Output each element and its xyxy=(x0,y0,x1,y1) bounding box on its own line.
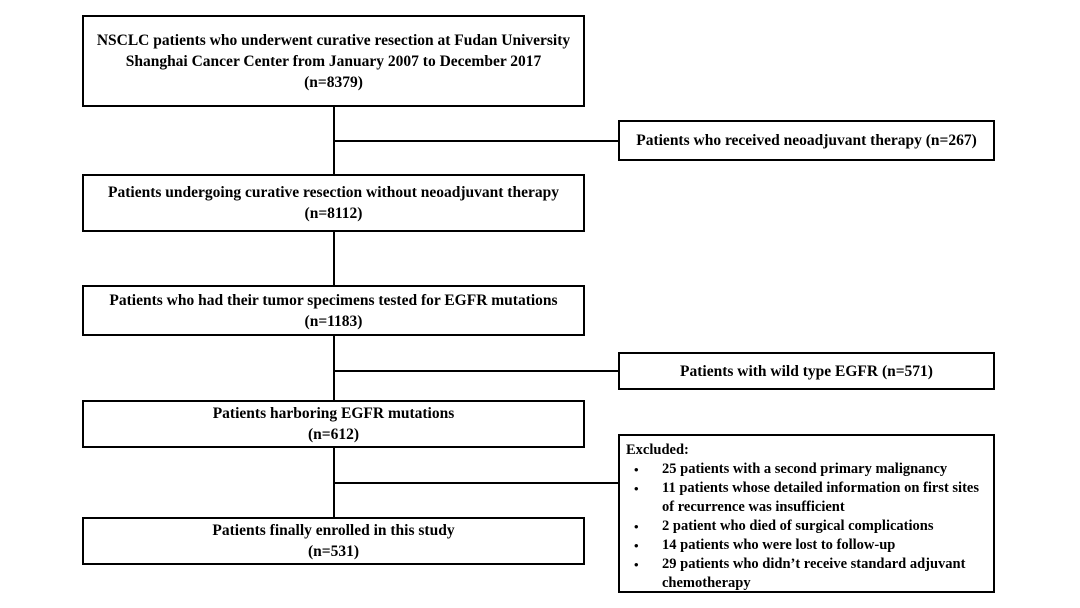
box-initial-cohort xyxy=(82,15,585,107)
box-initial-cohort-text: NSCLC patients who underwent curative resection at Fudan University Shanghai Cancer Center from January 2007 to December 2017 xyxy=(96,31,571,70)
box-wild-type-egfr-text: Patients with wild type EGFR (n=571) xyxy=(680,362,933,380)
box-without-neoadjuvant xyxy=(82,174,585,232)
exclusion-item xyxy=(626,536,985,555)
exclusion-item xyxy=(626,460,985,479)
connector-branch-neoadjuvant xyxy=(334,140,618,142)
box-egfr-tested-text: Patients who had their tumor specimens tested for EGFR mutations xyxy=(109,291,558,309)
box-neoadjuvant-excluded xyxy=(618,120,995,161)
exclusion-item xyxy=(626,479,985,517)
bullet-icon: • xyxy=(634,538,639,553)
box-final-enrolled-n: (n=531) xyxy=(307,543,360,560)
box-without-neoadjuvant-text: Patients undergoing curative resection without neoadjuvant therapy xyxy=(108,184,559,201)
exclusion-item-text: 11 patients whose detailed information on first sites of recurrence was insufficient xyxy=(662,480,979,515)
connector-vertical-3 xyxy=(333,336,335,400)
bullet-icon: • xyxy=(634,519,639,534)
connector-vertical-2 xyxy=(333,232,335,285)
exclusion-item-text: 2 patient who died of surgical complications xyxy=(662,518,934,534)
box-exclusion-criteria xyxy=(618,434,995,593)
exclusion-item-text: 29 patients who didn’t receive standard adjuvant chemotherapy xyxy=(662,556,966,591)
box-final-enrolled-text: Patients finally enrolled in this study xyxy=(212,522,455,539)
box-egfr-mutations-text: Patients harboring EGFR mutations xyxy=(212,405,455,422)
bullet-icon: • xyxy=(634,557,639,572)
box-egfr-mutations xyxy=(82,400,585,448)
exclusion-item xyxy=(626,555,985,593)
box-egfr-tested xyxy=(82,285,585,336)
exclusion-item-text: 25 patients with a second primary malignancy xyxy=(662,461,948,477)
exclusion-item-text: 14 patients who were lost to follow-up xyxy=(662,537,896,553)
box-wild-type-egfr xyxy=(618,352,995,390)
box-final-enrolled xyxy=(82,517,585,565)
bullet-icon: • xyxy=(634,462,639,477)
bullet-icon: • xyxy=(634,481,639,496)
exclusion-item xyxy=(626,517,985,536)
exclusion-title: Excluded: xyxy=(626,442,689,458)
connector-branch-wild-type xyxy=(334,370,618,372)
connector-branch-excluded xyxy=(334,482,618,484)
box-egfr-tested-n: (n=1183) xyxy=(304,312,363,330)
box-neoadjuvant-excluded-text: Patients who received neoadjuvant therapy (n=267) xyxy=(636,132,977,149)
box-without-neoadjuvant-n: (n=8112) xyxy=(304,205,363,222)
box-initial-cohort-n: (n=8379) xyxy=(304,73,363,91)
box-egfr-mutations-n: (n=612) xyxy=(307,426,360,443)
